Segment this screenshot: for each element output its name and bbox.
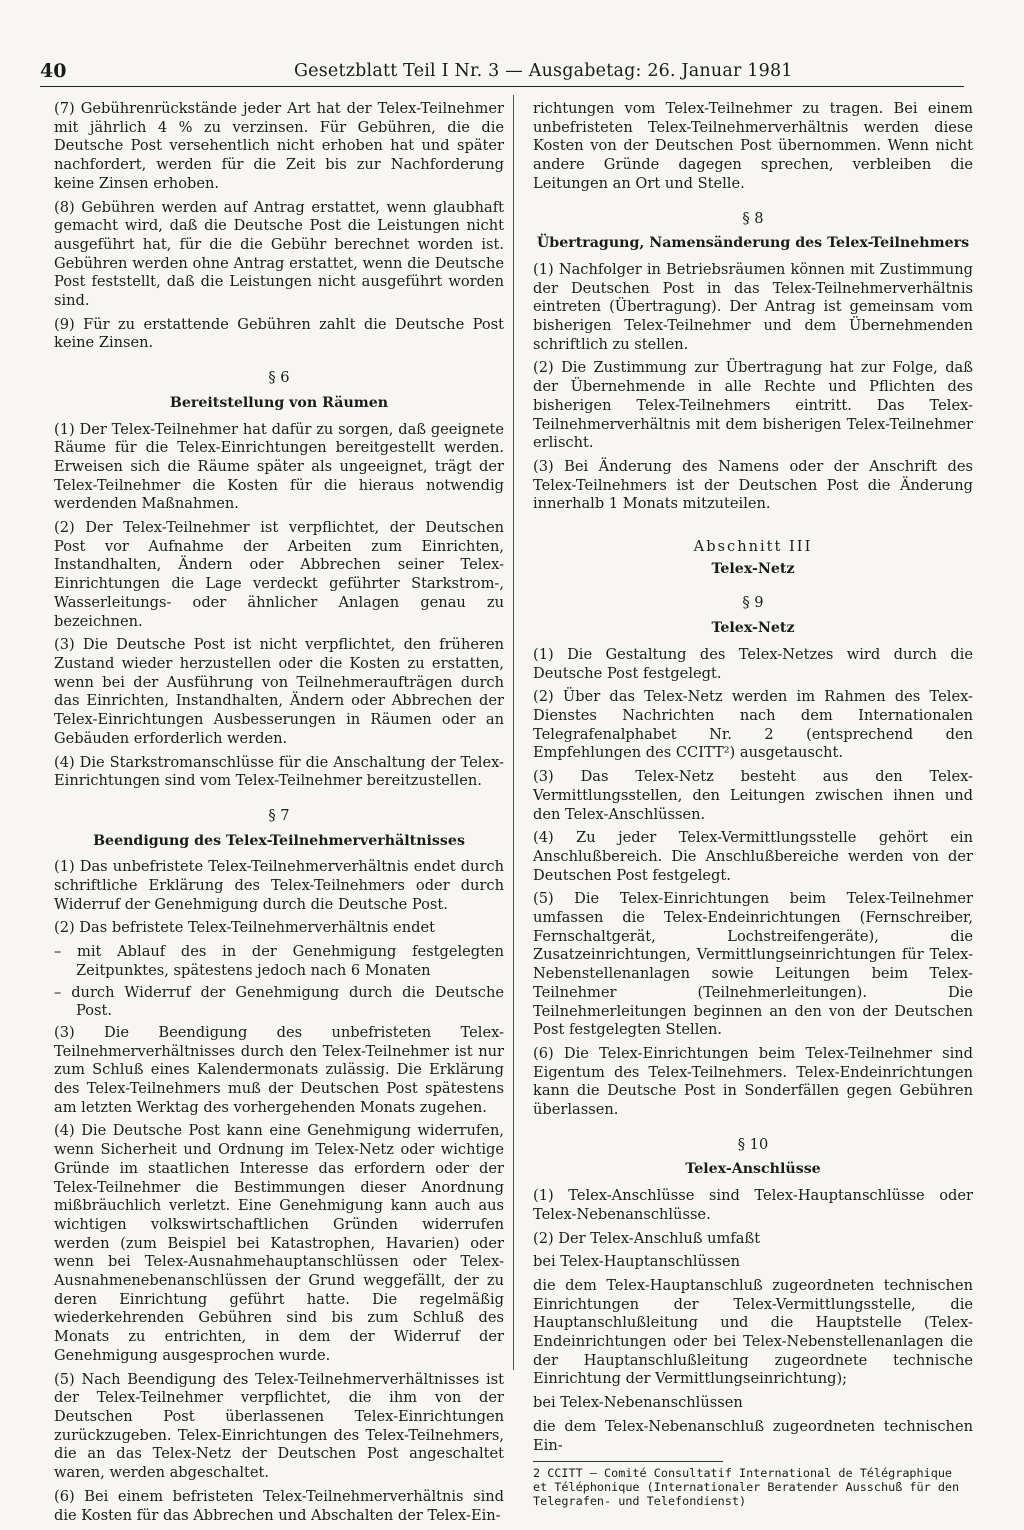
gazette-title: Gesetzblatt Teil I Nr. 3 — Ausgabetag: 26. Januar 1981	[294, 61, 793, 81]
paragraph: (3) Bei Änderung des Namens oder der Anschrift des Telex-Teilnehmers ist der Deutschen Post die Änderung innerhalb 1 Monats mitzuteilen.	[533, 457, 973, 513]
page-header	[40, 60, 964, 87]
paragraph: (1) Die Gestaltung des Telex-Netzes wird durch die Deutsche Post festgelegt.	[533, 645, 973, 682]
paragraph: (7) Gebührenrückstände jeder Art hat der Telex-Teilnehmer mit jährlich 4 % zu verzinsen. Für Gebühren, die die Deutsche Post versehentlich nicht erhoben hat und später nachfordert, werden für die Zeit bis zur Nachforderung keine Zinsen erhoben.	[54, 100, 504, 192]
paragraph: (4) Zu jeder Telex-Vermittlungsstelle gehört ein Anschlußbereich. Die Anschlußbereiche werden von der Deutschen Post festgelegt.	[533, 829, 973, 884]
section-number: § 7	[268, 806, 290, 824]
paragraph: (2) Der Telex-Teilnehmer ist verpflichtet, der Deutschen Post vor Aufnahme der Arbeiten zum Einrichten, Instandhalten, Ändern oder Abbrechen seiner Telex-Einrichtungen die Lage verdeckt geführter Starkstrom-, Wasserleitungs- oder ähnlicher Anlagen genau zu bezeichnen.	[54, 519, 504, 630]
section-title: Übertragung, Namensänderung des Telex-Teilnehmers	[536, 235, 970, 252]
sub-heading: bei Telex-Nebenanschlüssen	[533, 1394, 743, 1412]
paragraph: (2) Das befristete Telex-Teilnehmerverhältnis endet	[54, 919, 435, 937]
chapter-heading: Abschnitt III	[693, 538, 813, 556]
paragraph: (4) Die Deutsche Post kann eine Genehmigung widerrufen, wenn Sicherheit und Ordnung im Telex-Netz oder wichtige Gründe im staatlichen Interesse das erfordern oder der Telex-Teilnehmer die Bestimmungen dieser Anordnung mißbräuchlich verletzt. Eine Genehmigung kann auch aus wichtigen volkswirtschaftlichen Gründen widerrufen werden (zum Beispiel bei Katastrophen, Havarien) oder wenn bei Telex-Ausnahmehauptanschlüssen oder Telex-Ausnahmenebenanschlüssen der Grund weggefällt, der zu deren Einrichtung geführt hatte. Die regelmäßig wiederkehrenden Gebühren sind bis zum Schluß des Monats zu entrichten, in dem der Widerruf der Genehmigung ausgesprochen wurde.	[54, 1122, 504, 1364]
paragraph: (2) Über das Telex-Netz werden im Rahmen des Telex-Dienstes Nachrichten nach dem Internationalen Telegrafenalphabet Nr. 2 (entsprechend den Empfehlungen des CCITT²) ausgetauscht.	[533, 688, 973, 762]
section-title: Telex-Netz	[711, 620, 795, 637]
paragraph: (9) Für zu erstattende Gebühren zahlt die Deutsche Post keine Zinsen.	[54, 315, 504, 352]
paragraph: (2) Die Zustimmung zur Übertragung hat zur Folge, daß der Übernehmende in alle Rechte und Pflichten des bisherigen Telex-Teilnehmers eintritt. Das Telex-Teilnehmerverhältnis mit dem bisherigen Telex-Teilnehmer erlischt.	[533, 359, 973, 452]
right-column	[533, 100, 973, 1508]
paragraph: (8) Gebühren werden auf Antrag erstattet, wenn glaubhaft gemacht wird, daß die Deutsche Post die Leistungen nicht ausgeführt hat, für die die Gebühr berechnet worden ist. Gebühren werden ohne Antrag erstattet, wenn die Deutsche Post feststellt, daß die Leistungen nicht ausgeführt worden sind.	[54, 198, 504, 310]
paragraph: (3) Die Beendigung des unbefristeten Telex-Teilnehmerverhältnisses durch den Telex-Teilnehmer ist nur zum Schluß eines Kalendermonats zulässig. Die Erklärung des Telex-Teilnehmers muß der Deutschen Post spätestens am letzten Werktag des vorhergehenden Monats zugehen.	[54, 1023, 504, 1116]
page-number: 40	[40, 60, 67, 82]
section-title: Telex-Anschlüsse	[685, 1161, 821, 1178]
left-column	[54, 100, 504, 1530]
list-item: – mit Ablauf des in der Genehmigung festgelegten Zeitpunktes, spätestens jedoch nach 6 Monaten	[54, 943, 504, 979]
paragraph: (6) Bei einem befristeten Telex-Teilnehmerverhältnis sind die Kosten für das Abbrechen und Abschalten der Telex-Ein-	[54, 1487, 504, 1524]
footnote: 2 CCITT — Comité Consultatif International de Télégraphique et Téléphonique (Internationaler Beratender Ausschuß für den Telegrafen- und Telefondienst)	[533, 1466, 960, 1509]
paragraph: (1) Das unbefristete Telex-Teilnehmerverhältnis endet durch schriftliche Erklärung des Telex-Teilnehmers oder durch Widerruf der Genehmigung durch die Deutsche Post.	[54, 858, 504, 913]
paragraph: (1) Der Telex-Teilnehmer hat dafür zu sorgen, daß geeignete Räume für die Telex-Einrichtungen bereitgestellt werden. Erweisen sich die Räume später als ungeeignet, trägt der Telex-Teilnehmer die Kosten für die hieraus notwendig werdenden Maßnahmen.	[54, 420, 504, 513]
section-number: § 8	[742, 209, 764, 227]
paragraph: (3) Die Deutsche Post ist nicht verpflichtet, den früheren Zustand wieder herzustellen oder die Kosten zu erstatten, wenn bei der Ausführung von Teilnehmeraufträgen durch das Einrichten, Instandhalten, Ändern oder Abbrechen der Telex-Einrichtungen Ausbesserungen in Räumen oder an Gebäuden erforderlich werden.	[54, 636, 504, 747]
list-item: – durch Widerruf der Genehmigung durch die Deutsche Post.	[54, 983, 504, 1020]
paragraph: (1) Telex-Anschlüsse sind Telex-Hauptanschlüsse oder Telex-Nebenanschlüsse.	[533, 1187, 973, 1223]
paragraph: (6) Die Telex-Einrichtungen beim Telex-Teilnehmer sind Eigentum des Telex-Teilnehmers. Telex-Endeinrichtungen kann die Deutsche Post in Sonderfällen gegen Gebühren überlassen.	[533, 1044, 973, 1119]
chapter-title: Telex-Netz	[711, 560, 795, 577]
paragraph: (5) Die Telex-Einrichtungen beim Telex-Teilnehmer umfassen die Telex-Endeinrichtungen (Fernschreiber, Fernschaltgerät, Lochstreifengeräte), die Zusatzeinrichtungen, Vermittlungseinrichtungen für Telex-Nebenstellenanlagen sowie Leitungen beim Telex-Teilnehmer (Teilnehmerleitungen). Die Teilnehmerleitungen beginnen an den von der Deutschen Post festgelegten Stellen.	[533, 890, 973, 1039]
sub-heading: bei Telex-Hauptanschlüssen	[533, 1253, 741, 1271]
section-title: Beendigung des Telex-Teilnehmerverhältnisses	[93, 832, 465, 849]
section-title: Bereitstellung von Räumen	[169, 394, 389, 411]
footnote-rule	[533, 1461, 723, 1462]
paragraph: (4) Die Starkstromanschlüsse für die Anschaltung der Telex-Einrichtungen sind vom Telex-Teilnehmer bereitzustellen.	[54, 753, 504, 790]
paragraph: (2) Der Telex-Anschluß umfaßt	[533, 1229, 761, 1247]
paragraph: (5) Nach Beendigung des Telex-Teilnehmerverhältnisses ist der Telex-Teilnehmer verpflichtet, die ihm von der Deutschen Post überlassenen Telex-Einrichtungen zurückzugeben. Telex-Einrichtungen des Telex-Teilnehmers, die an das Telex-Netz der Deutschen Post angeschaltet waren, werden abgeschaltet.	[54, 1370, 504, 1482]
paragraph: richtungen vom Telex-Teilnehmer zu tragen. Bei einem unbefristeten Telex-Teilnehmerverhältnis werden diese Kosten von der Deutschen Post übernommen. Wenn nicht andere Gründe dagegen sprechen, verbleiben die Leitungen an Ort und Stelle.	[533, 100, 973, 192]
section-number: § 10	[737, 1135, 769, 1153]
paragraph: die dem Telex-Hauptanschluß zugeordneten technischen Einrichtungen der Telex-Vermittlungsstelle, die Hauptanschlußleitung und die Hauptstelle (Telex-Endeinrichtungen oder bei Telex-Nebenstellenanlagen die der Hauptanschlußleitung zugeordnete technische Einrichtung der Vermittlungseinrichtung);	[533, 1276, 973, 1388]
column-divider	[513, 95, 514, 1370]
paragraph: die dem Telex-Nebenanschluß zugeordneten technischen Ein-	[533, 1417, 973, 1454]
section-number: § 9	[742, 594, 764, 612]
paragraph: (3) Das Telex-Netz besteht aus den Telex-Vermittlungsstellen, den Leitungen zwischen ihnen und den Telex-Anschlüssen.	[533, 768, 973, 823]
section-number: § 6	[268, 369, 290, 387]
paragraph: (1) Nachfolger in Betriebsräumen können mit Zustimmung der Deutschen Post in das Telex-Teilnehmerverhältnis eintreten (Übertragung). Der Antrag ist gemeinsam vom bisherigen Telex-Teilnehmer und dem Übernehmenden schriftlich zu stellen.	[533, 260, 973, 353]
